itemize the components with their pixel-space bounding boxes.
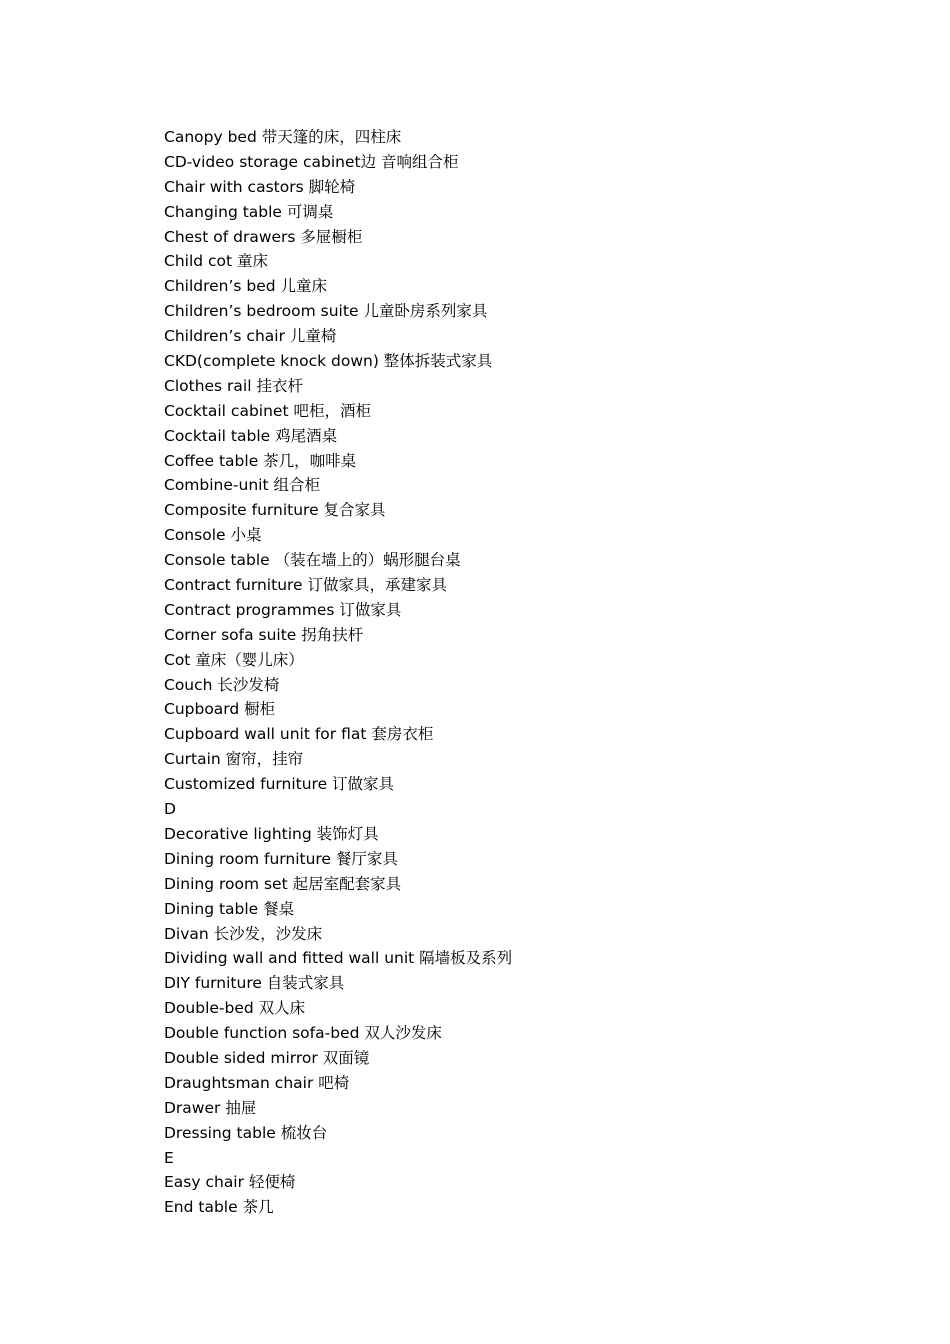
glossary-entry: Cupboard 橱柜	[164, 700, 276, 719]
glossary-entry: Dressing table 梳妆台	[164, 1123, 328, 1142]
glossary-entry: Cupboard wall unit for flat 套房衣柜	[164, 725, 434, 744]
glossary-entry: Chair with castors 脚轮椅	[164, 177, 356, 196]
glossary-entry: Console 小桌	[164, 526, 262, 545]
glossary-entry: Child cot 童床	[164, 252, 269, 271]
glossary-entry: E	[164, 1148, 174, 1167]
glossary-entry: Cot 童床（婴儿床）	[164, 650, 304, 669]
glossary-entry: Contract programmes 订做家具	[164, 600, 402, 619]
glossary-entry: Customized furniture 订做家具	[164, 775, 395, 794]
glossary-list	[164, 125, 512, 1220]
glossary-entry: CKD(complete knock down) 整体拆装式家具	[164, 352, 493, 371]
glossary-entry: Children’s bed 儿童床	[164, 277, 328, 296]
glossary-entry: Dining room furniture 餐厅家具	[164, 849, 398, 868]
glossary-entry: Chest of drawers 多屉橱柜	[164, 227, 363, 246]
glossary-entry: Draughtsman chair 吧椅	[164, 1073, 350, 1092]
glossary-entry: Cocktail cabinet 吧柜，酒柜	[164, 401, 371, 420]
glossary-entry: Double sided mirror 双面镜	[164, 1048, 370, 1067]
glossary-entry: Drawer 抽屉	[164, 1098, 257, 1117]
glossary-entry: Dividing wall and fitted wall unit 隔墙板及系列	[164, 949, 513, 968]
glossary-entry: Decorative lighting 装饰灯具	[164, 824, 379, 843]
glossary-entry: Easy chair 轻便椅	[164, 1173, 296, 1192]
glossary-entry: Children’s bedroom suite 儿童卧房系列家具	[164, 302, 488, 321]
glossary-entry: Children’s chair 儿童椅	[164, 327, 337, 346]
glossary-entry: Combine-unit 组合柜	[164, 476, 320, 495]
glossary-entry: Double-bed 双人床	[164, 999, 306, 1018]
glossary-entry: D	[164, 800, 176, 819]
glossary-entry: Dining table 餐桌	[164, 899, 295, 918]
glossary-entry: End table 茶几	[164, 1198, 274, 1217]
glossary-entry: Double function sofa-bed 双人沙发床	[164, 1024, 442, 1043]
glossary-entry: Couch 长沙发椅	[164, 675, 280, 694]
glossary-entry: DIY furniture 自装式家具	[164, 974, 345, 993]
glossary-entry: Corner sofa suite 拐角扶杆	[164, 625, 364, 644]
glossary-entry: Console table （装在墙上的）蜗形腿台桌	[164, 551, 461, 570]
glossary-entry: Canopy bed 带天篷的床，四柱床	[164, 128, 402, 146]
glossary-entry: CD-video storage cabinet边 音响组合柜	[164, 152, 459, 171]
glossary-entry: Clothes rail 挂衣杆	[164, 376, 303, 395]
glossary-entry: Cocktail table 鸡尾酒桌	[164, 426, 338, 445]
glossary-entry: Contract furniture 订做家具，承建家具	[164, 576, 448, 595]
glossary-entry: Changing table 可调桌	[164, 202, 334, 221]
glossary-entry: Coffee table 茶几，咖啡桌	[164, 451, 357, 470]
glossary-entry: Dining room set 起居室配套家具	[164, 874, 402, 893]
glossary-entry: Curtain 窗帘，挂帘	[164, 750, 304, 769]
glossary-entry: Composite furniture 复合家具	[164, 501, 386, 520]
glossary-entry: Divan 长沙发，沙发床	[164, 924, 323, 943]
